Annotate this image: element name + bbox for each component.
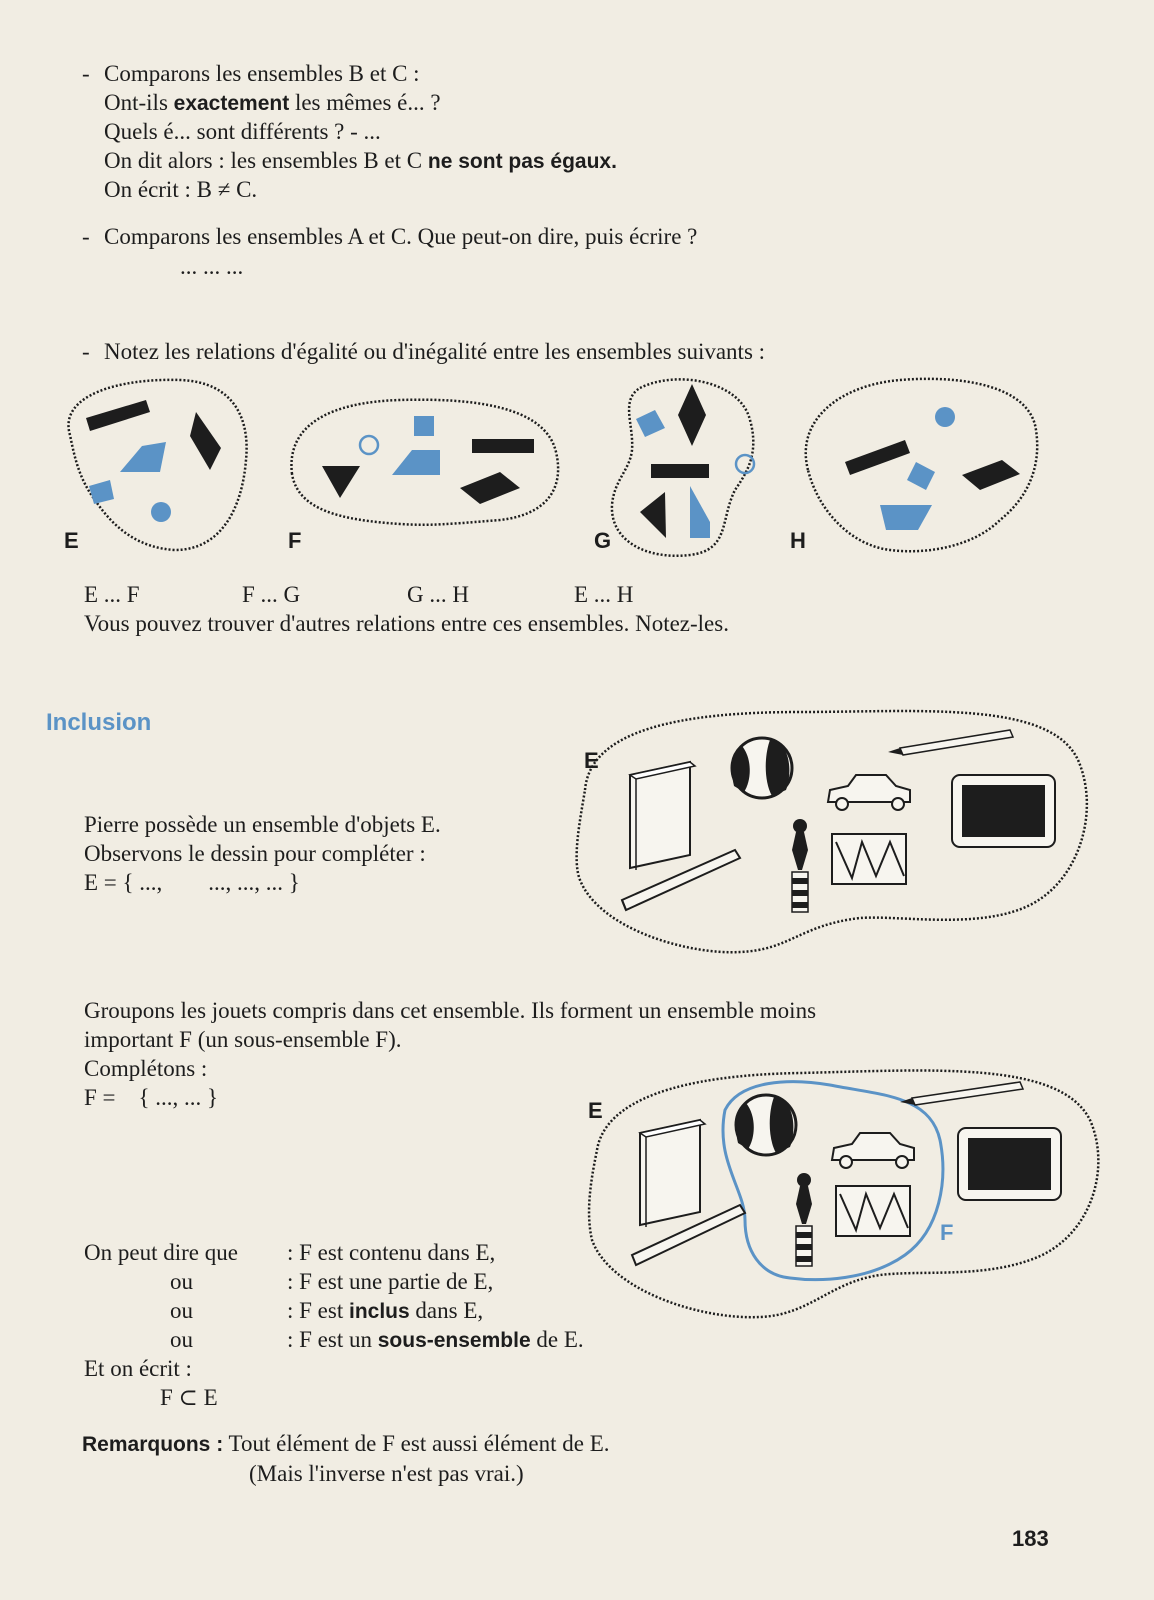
exercise-instruction: Notez les relations d'égalité ou d'inégalité entre les ensembles suivants : xyxy=(104,339,766,364)
statement-3-post: dans E, xyxy=(415,1298,484,1323)
remark-line1: Tout élément de F est aussi élément de E. xyxy=(228,1431,610,1456)
ball-icon xyxy=(736,1095,796,1155)
compare-bc-line2-post: les mêmes é... ? xyxy=(294,90,441,115)
section-heading-inclusion: Inclusion xyxy=(46,709,152,736)
statement-1: : F est contenu dans E, xyxy=(287,1240,496,1265)
set2-label-f: F xyxy=(940,1220,954,1245)
write-intro: Et on écrit : xyxy=(84,1356,192,1381)
statement-3 xyxy=(287,1299,483,1322)
car-icon xyxy=(832,1133,914,1168)
statement-4 xyxy=(287,1328,584,1351)
compare-bc-line4-bold: ne sont pas égaux. xyxy=(427,150,617,173)
compare-bc-line1: Comparons les ensembles B et C : xyxy=(104,61,420,86)
bilboquet-icon xyxy=(796,1173,812,1266)
set-label-h: H xyxy=(790,528,806,553)
set-label-f: F xyxy=(288,528,302,553)
pencil-icon xyxy=(900,1082,1023,1105)
inclusion-line1: Pierre possède un ensemble d'objets E. xyxy=(84,812,441,837)
compare-bc-line3: Quels é... sont différents ? - ... xyxy=(104,119,381,144)
exercise-other-relations: Vous pouvez trouver d'autres relations entre ces ensembles. Notez-les. xyxy=(84,611,729,636)
group-line1: Groupons les jouets compris dans cet ensemble. Ils forment un ensemble moins xyxy=(84,998,817,1023)
slate-icon xyxy=(958,1128,1061,1200)
compare-ac-line1: Comparons les ensembles A et C. Que peut-on dire, puis écrire ? xyxy=(104,224,698,249)
statement-3-pre: : F est xyxy=(287,1298,344,1323)
statement-3-bold: inclus xyxy=(348,1300,410,1323)
set-label-e: E xyxy=(64,528,79,553)
inclusion-formula: F ⊂ E xyxy=(160,1385,218,1410)
set-label-g: G xyxy=(594,528,612,553)
or-word: ou xyxy=(170,1269,193,1294)
inclusion-line2: Observons le dessin pour compléter : xyxy=(84,841,426,866)
set2-label-e: E xyxy=(588,1098,603,1123)
compare-bc-line4-pre: On dit alors : les ensembles B et C xyxy=(104,148,423,173)
relation-e-h: E ... H xyxy=(574,582,634,607)
dash-marker: - xyxy=(82,339,90,364)
say-intro: On peut dire que xyxy=(84,1240,238,1265)
remark-label: Remarquons : xyxy=(82,1433,224,1456)
toy-crate-icon xyxy=(836,1186,910,1236)
book-icon xyxy=(640,1120,705,1227)
set1-label-e: E xyxy=(584,748,599,773)
remark-line2: (Mais l'inverse n'est pas vrai.) xyxy=(249,1461,524,1486)
relation-g-h: G ... H xyxy=(407,582,469,607)
compare-bc-line5: On écrit : B ≠ C. xyxy=(104,177,258,202)
or-word: ou xyxy=(170,1327,193,1352)
statement-4-post: de E. xyxy=(536,1327,584,1352)
compare-bc-line2-pre: Ont-ils xyxy=(104,90,168,115)
compare-ac-dots: ... ... ... xyxy=(180,254,244,279)
compare-bc-line2-bold: exactement xyxy=(173,92,290,115)
statement-2: : F est une partie de E, xyxy=(287,1269,494,1294)
or-word: ou xyxy=(170,1298,193,1323)
remark xyxy=(82,1432,610,1455)
relation-f-g: F ... G xyxy=(242,582,301,607)
statement-4-pre: : F est un xyxy=(287,1327,372,1352)
dash-marker: - xyxy=(82,224,90,249)
dash-marker: - xyxy=(82,61,90,86)
group-line2: important F (un sous-ensemble F). xyxy=(84,1027,402,1052)
equation-f: F = { ..., ... } xyxy=(84,1085,219,1110)
equation-e: E = { ..., ..., ..., ... } xyxy=(84,870,300,895)
page-number: 183 xyxy=(1012,1526,1049,1551)
complete-label: Complétons : xyxy=(84,1056,208,1081)
relation-e-f: E ... F xyxy=(84,582,140,607)
statement-4-bold: sous-ensemble xyxy=(377,1329,531,1352)
